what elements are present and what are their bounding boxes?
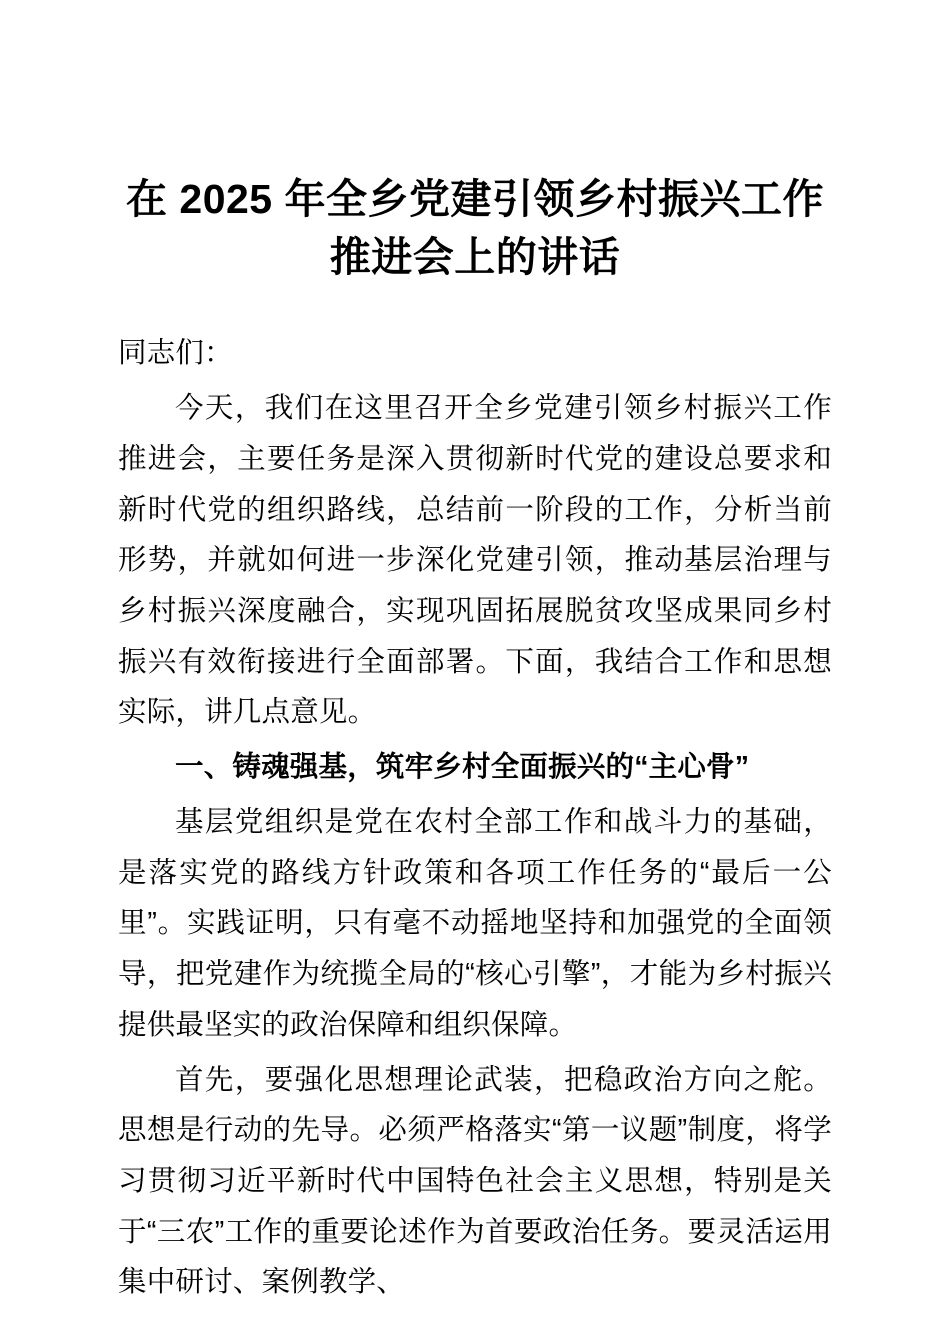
paragraph-salutation: 同志们：	[118, 337, 233, 370]
paragraph-section-one-body: 基层党组织是党在农村全部工作和战斗力的基础，是落实党的路线方针政策和各项工作任务的“最后一公里”。实践证明，只有毫不动摇地坚持和加强党的全面领导，把党建作为统揽全局的“核心引擎”，才能为乡村振兴提供最坚实的政治保障和组织保障。	[118, 805, 832, 1041]
paragraph-opening: 今天，我们在这里召开全乡党建引领乡村振兴工作推进会，主要任务是深入贯彻新时代党的建设总要求和新时代党的组织路线，总结前一阶段的工作，分析当前形势，并就如何进一步深化党建引领，推动基层治理与乡村振兴深度融合，实现巩固拓展脱贫攻坚成果同乡村振兴有效衔接进行全面部署。下面，我结合工作和思想实际，讲几点意见。	[118, 392, 832, 729]
page-title: 在 2025 年全乡党建引领乡村振兴工作推进会上的讲话	[126, 176, 824, 281]
paragraph-section-one-first: 首先，要强化思想理论武装，把稳政治方向之舵。思想是行动的先导。必须严格落实“第一议题”制度，将学习贯彻习近平新时代中国特色社会主义思想，特别是关于“三农”工作的重要论述作为首要政治任务。要灵活运用集中研讨、案例教学、	[118, 1063, 832, 1299]
section-heading-one: 一、铸魂强基，筑牢乡村全面振兴的“主心骨”	[175, 751, 750, 784]
